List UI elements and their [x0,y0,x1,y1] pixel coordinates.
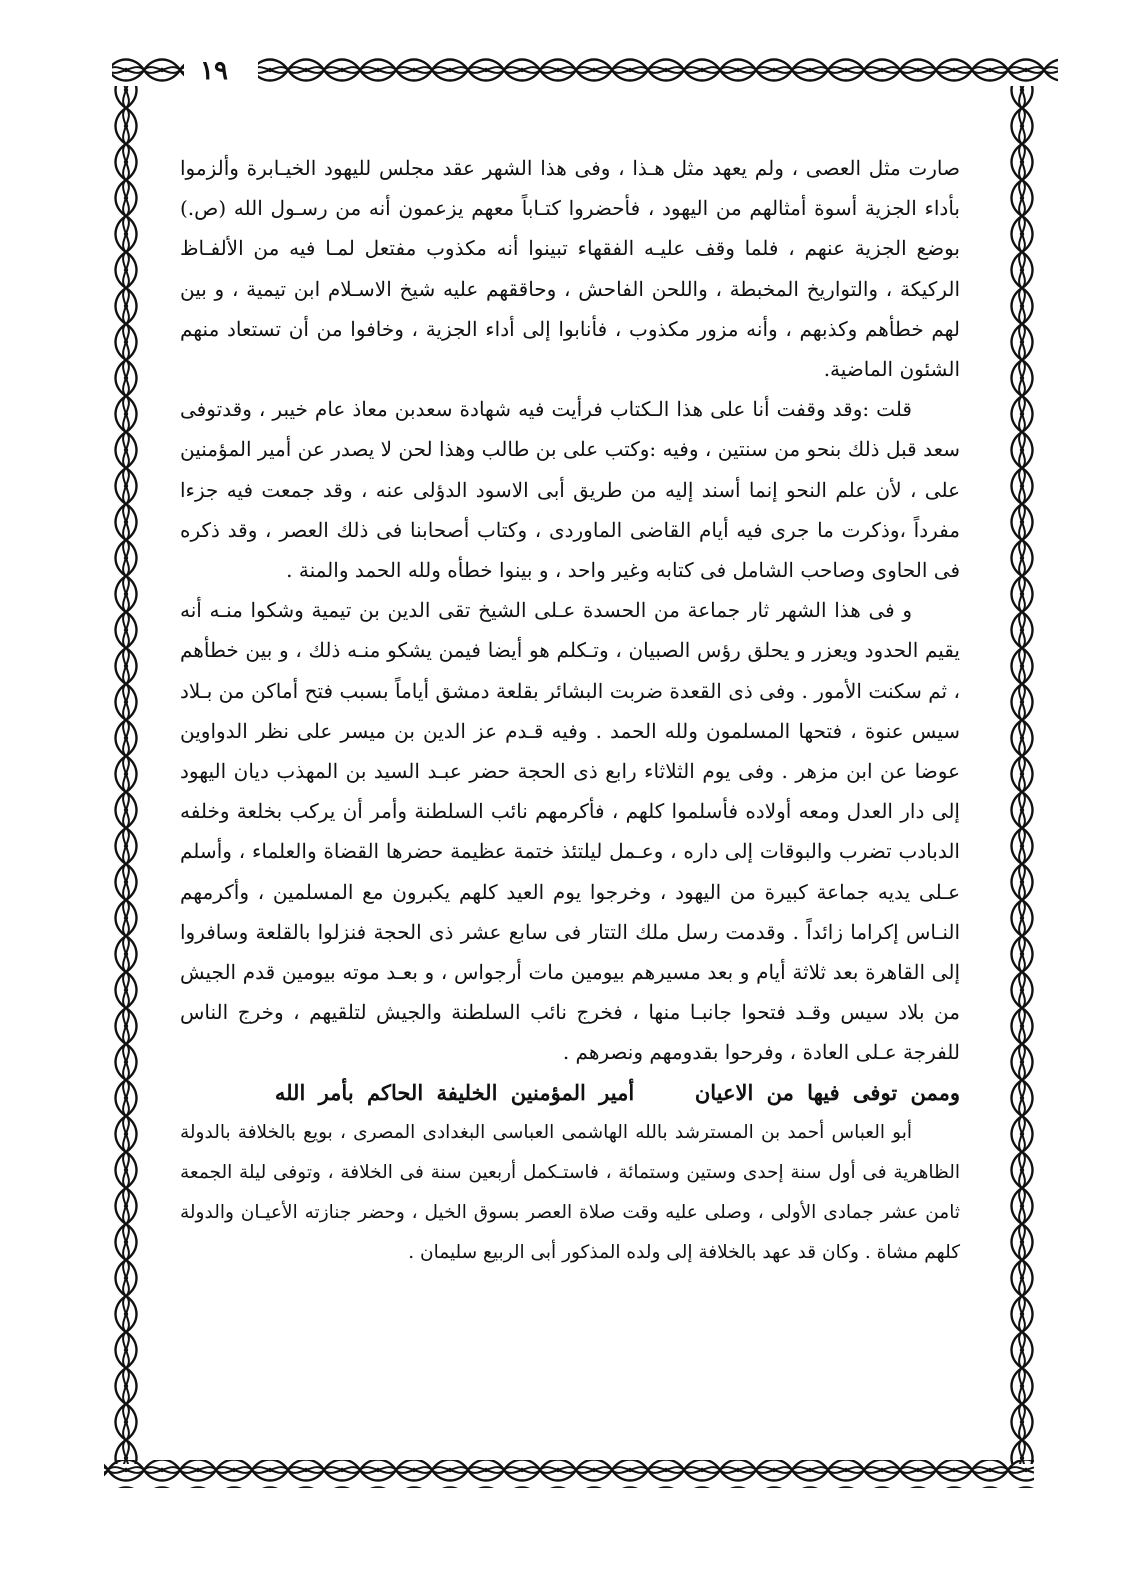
page-number: ١٩ [200,56,228,86]
border-top-left [112,58,184,86]
section-heading [180,1073,960,1113]
paragraph-biography: أبو العباس أحمد بن المسترشد بالله الهاشمى العباسى البغدادى المصرى ، بويع بالخلافة بالدولة الظاهرية فى أول سنة إحدى وستين وستمائة ، فاستـكمل أربعين سنة فى الخلافة ، وتوفى ليلة الجمعة ثامن عشر جمادى الأولى ، وصلى عليه وقت صلاة العصر بسوق الخيل ، وحضر جنازته الأعيـان والدولة كلهم مشاة . وكان قد عهد بالخلافة إلى ولده المذكور أبى الربيع سليمان . [180,1121,960,1263]
border-left [112,86,140,1464]
section-heading-title: أمير المؤمنين الخليفة الحاكم بأمر الله [274,1079,635,1105]
section-heading-prefix: وممن توفى فيها من الاعيان [694,1079,960,1105]
border-bottom [104,1460,1034,1488]
paragraph-3: و فى هذا الشهر ثار جماعة من الحسدة عـلى الشيخ تقى الدين بن تيمية وشكوا منـه أنه يقيم الحدود ويعزر و يحلق رؤس الصبيان ، وتـكلم هو أيضا فيمن يشكو منـه ذلك ، و بين خطأهم ، ثم سكنت الأمور . وفى ذى القعدة ضربت البشائر بقلعة دمشق أياماً بسبب فتح أماكن من بـلاد سيس عنوة ، فتحها المسلمون ولله الحمد . وفيه قـدم عز الدين بن ميسر على نظر الدواوين عوضا عن ابن مزهر . وفى يوم الثلاثاء رابع ذى الحجة حضر عبـد السيد بن المهذب ديان اليهود إلى دار العدل ومعه أولاده فأسلموا كلهم ، فأكرمهم نائب السلطنة وأمر أن يركب بخلعة وخلفه الدبادب تضرب والبوقات إلى داره ، وعـمل ليلتئذ ختمة عظيمة حضرها القضاة والعلماء ، وأسلم عـلى يديه جماعة كبيرة من اليهود ، وخرجوا يوم العيد كلهم يكبرون مع المسلمين ، وأكرمهم النـاس إكراما زائداً . وقدمت رسل ملك التتار فى سابع عشر ذى الحجة فنزلوا بالقلعة وسافروا إلى القاهرة بعد ثلاثة أيام و بعد مسيرهم بيومين مات أرجواس ، و بعـد موته بيومين قدم الجيش من بلاد سيس وقـد فتحوا جانبـا منها ، فخرج نائب السلطنة والجيش لتلقيهم ، وخرج الناس للفرجة عـلى العادة ، وفرحوا بقدومهم ونصرهم . [180,598,960,1065]
page-content [180,148,960,1273]
border-right [1010,86,1038,1464]
paragraph-1: صارت مثل العصى ، ولم يعهد مثل هـذا ، وفى هذا الشهر عقد مجلس لليهود الخيـابرة وألزموا بأداء الجزية أسوة أمثالهم من اليهود ، فأحضروا كتـاباً معهم يزعمون أنه من رسـول الله (ص.) بوضع الجزية عنهم ، فلما وقف عليـه الفقهاء تبينوا أنه مكذوب مفتعل لمـا فيه من الألفـاظ الركيكة ، والتواريخ المخبطة ، واللحن الفاحش ، وحاققهم عليه شيخ الاسـلام ابن تيمية ، و بين لهم خطأهم وكذبهم ، وأنه مزور مكذوب ، فأنابوا إلى أداء الجزية ، وخافوا من أن تستعاد منهم الشئون الماضية. [180,156,960,382]
border-top [258,58,1058,86]
paragraph-2: قلت :وقد وقفت أنا على هذا الـكتاب فرأيت فيه شهادة سعدبن معاذ عام خيبر ، وقدتوفى سعد قبل ذلك بنحو من سنتين ، وفيه :وكتب على بن طالب وهذا لحن لا يصدر عن أمير المؤمنين على ، لأن علم النحو إنما أسند إليه من طريق أبى الاسود الدؤلى عنه ، وقد جمعت فيه جزءا مفرداً ،وذكرت ما جرى فيه أيام القاضى الماوردى ، وكتاب أصحابنا فى ذلك العصر ، وقد ذكره فى الحاوى وصاحب الشامل فى كتابه وغير واحد ، و بينوا خطأه ولله الحمد والمنة . [180,397,960,583]
